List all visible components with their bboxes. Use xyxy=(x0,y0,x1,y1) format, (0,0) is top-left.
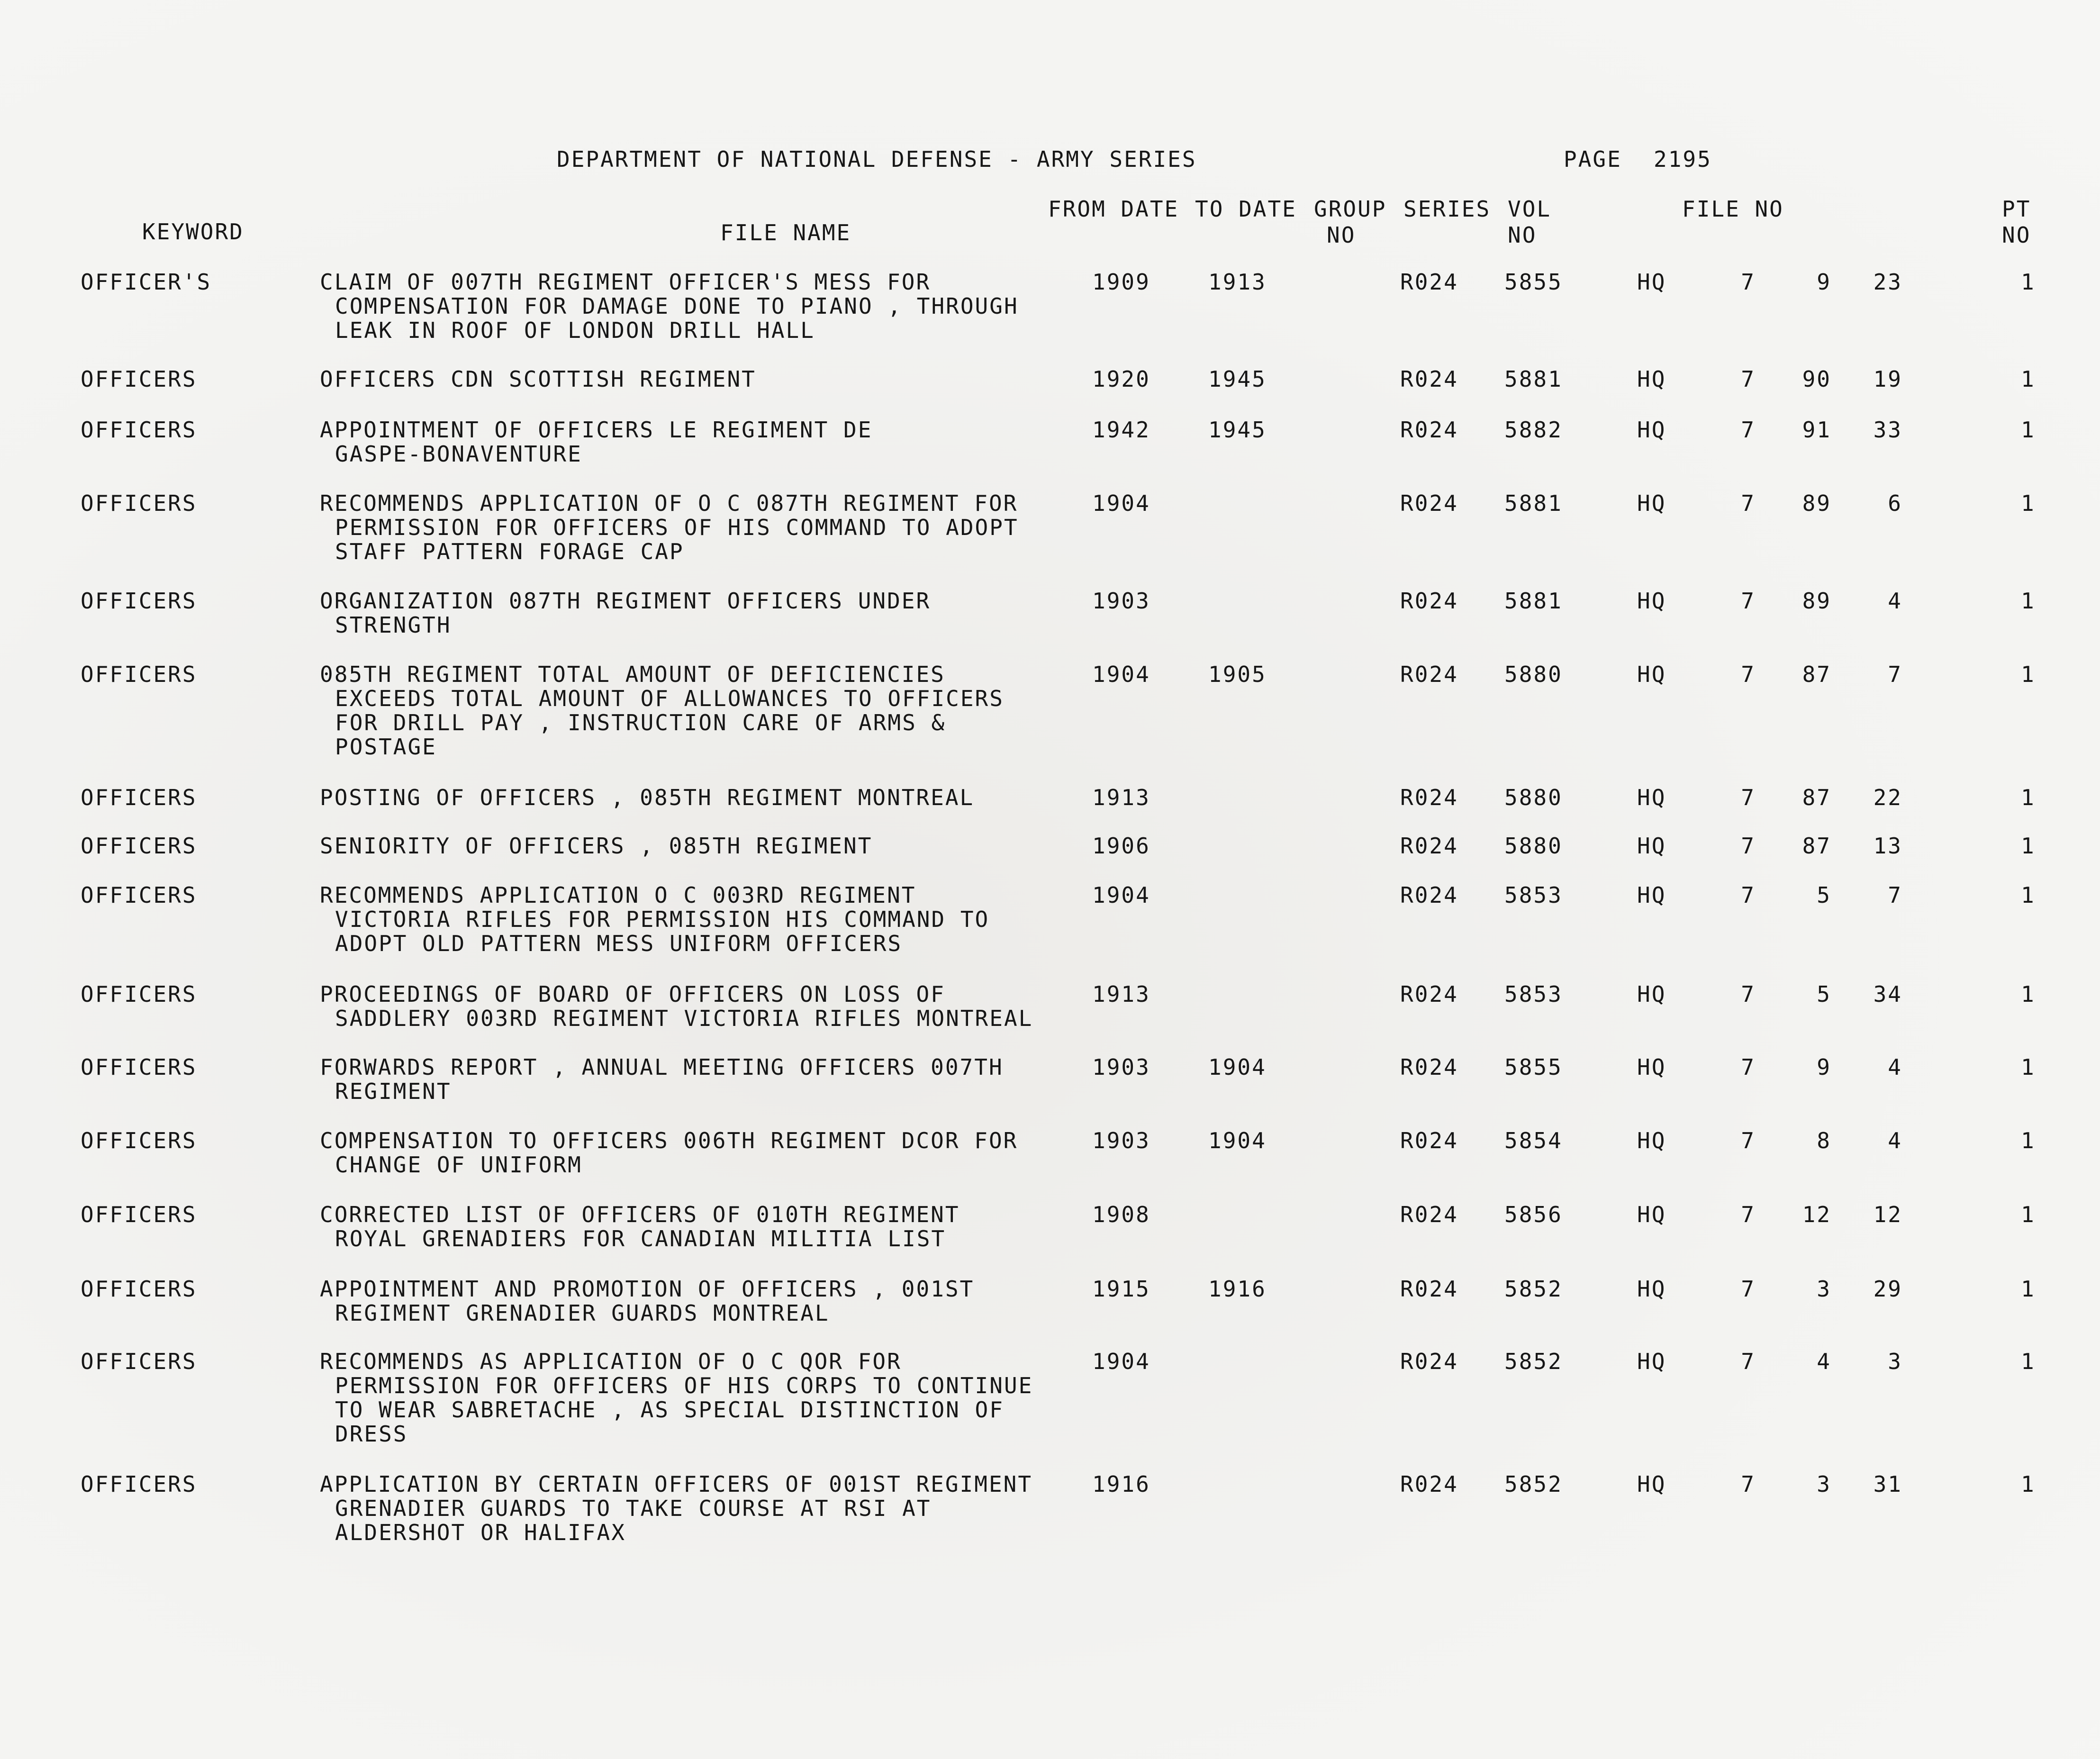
record-keyword: OFFICER'S xyxy=(81,269,212,295)
record-series: R024 xyxy=(1400,1054,1458,1080)
record-keyword: OFFICERS xyxy=(81,417,197,443)
record-file-no-3: 7 xyxy=(1888,662,1902,687)
record-file-no-1: 7 xyxy=(1741,882,1756,908)
record-file-prefix: HQ xyxy=(1637,882,1666,908)
record-volume: 5881 xyxy=(1504,588,1563,614)
record-file-no-1: 7 xyxy=(1741,366,1756,392)
record-series: R024 xyxy=(1400,662,1458,687)
record-file-no-1: 7 xyxy=(1741,269,1756,295)
record-file-no-1: 7 xyxy=(1741,417,1756,443)
record-file-no-2: 5 xyxy=(1817,882,1831,908)
record-part-no: 1 xyxy=(2021,1349,2036,1374)
record-file-no-3: 7 xyxy=(1888,882,1902,908)
document-title: DEPARTMENT OF NATIONAL DEFENSE - ARMY SERIES xyxy=(557,146,1197,172)
record-file-no-3: 34 xyxy=(1873,981,1902,1007)
record-file-name xyxy=(320,491,1019,564)
record-volume: 5852 xyxy=(1504,1471,1563,1497)
record-volume: 5881 xyxy=(1504,366,1563,392)
record-part-no: 1 xyxy=(2021,981,2036,1007)
record-file-no-3: 4 xyxy=(1888,1054,1902,1080)
record-file-prefix: HQ xyxy=(1637,269,1666,295)
file-name-line: POSTAGE xyxy=(335,734,437,760)
col-file-name: FILE NAME xyxy=(720,220,851,245)
file-name-line: APPOINTMENT AND PROMOTION OF OFFICERS , 001ST xyxy=(320,1276,975,1302)
record-file-no-1: 7 xyxy=(1741,1128,1756,1153)
file-name-line: APPOINTMENT OF OFFICERS LE REGIMENT DE xyxy=(320,417,873,443)
record-to-date: 1945 xyxy=(1208,366,1267,392)
record-series: R024 xyxy=(1400,981,1458,1007)
record-file-no-2: 87 xyxy=(1802,662,1831,687)
page-number: 2195 xyxy=(1654,146,1712,172)
record-to-date: 1904 xyxy=(1208,1128,1267,1153)
file-name-line: CLAIM OF 007TH REGIMENT OFFICER'S MESS FOR xyxy=(320,269,931,295)
record-file-no-2: 8 xyxy=(1817,1128,1831,1153)
col-pt-no: NO xyxy=(2002,222,2031,248)
record-file-no-2: 3 xyxy=(1817,1276,1831,1302)
file-name-line: PROCEEDINGS OF BOARD OF OFFICERS ON LOSS OF xyxy=(320,981,945,1007)
record-file-name xyxy=(320,1350,1033,1446)
record-from-date: 1904 xyxy=(1092,1349,1150,1374)
record-file-prefix: HQ xyxy=(1637,1054,1666,1080)
record-file-prefix: HQ xyxy=(1637,366,1666,392)
record-series: R024 xyxy=(1400,366,1458,392)
record-file-name xyxy=(320,883,989,956)
file-name-line: DRESS xyxy=(335,1421,408,1447)
record-from-date: 1904 xyxy=(1092,662,1150,687)
col-from-date: FROM DATE xyxy=(1048,196,1179,222)
record-file-no-2: 89 xyxy=(1802,588,1831,614)
record-from-date: 1903 xyxy=(1092,1054,1150,1080)
record-part-no: 1 xyxy=(2021,269,2036,295)
record-file-no-3: 4 xyxy=(1888,588,1902,614)
record-from-date: 1908 xyxy=(1092,1202,1150,1227)
record-file-no-1: 7 xyxy=(1741,588,1756,614)
record-part-no: 1 xyxy=(2021,366,2036,392)
record-series: R024 xyxy=(1400,1202,1458,1227)
record-part-no: 1 xyxy=(2021,785,2036,810)
record-from-date: 1903 xyxy=(1092,1128,1150,1153)
file-name-line: ORGANIZATION 087TH REGIMENT OFFICERS UNDER xyxy=(320,588,931,614)
record-to-date: 1905 xyxy=(1208,662,1267,687)
record-file-no-2: 4 xyxy=(1817,1349,1831,1374)
record-file-no-3: 6 xyxy=(1888,490,1902,516)
record-file-no-1: 7 xyxy=(1741,1471,1756,1497)
file-name-line: SADDLERY 003RD REGIMENT VICTORIA RIFLES MONTREAL xyxy=(335,1006,1033,1031)
record-from-date: 1913 xyxy=(1092,981,1150,1007)
record-keyword: OFFICERS xyxy=(81,1054,197,1080)
record-series: R024 xyxy=(1400,1349,1458,1374)
record-file-no-1: 7 xyxy=(1741,1349,1756,1374)
file-name-line: RECOMMENDS APPLICATION O C 003RD REGIMENT xyxy=(320,882,916,908)
record-part-no: 1 xyxy=(2021,1276,2036,1302)
record-volume: 5856 xyxy=(1504,1202,1563,1227)
record-from-date: 1904 xyxy=(1092,882,1150,908)
record-volume: 5854 xyxy=(1504,1128,1563,1153)
record-keyword: OFFICERS xyxy=(81,1128,197,1153)
record-file-no-1: 7 xyxy=(1741,1276,1756,1302)
col-series: SERIES xyxy=(1403,196,1491,222)
file-name-line: VICTORIA RIFLES FOR PERMISSION HIS COMMAND TO xyxy=(335,907,990,932)
record-file-no-2: 9 xyxy=(1817,1054,1831,1080)
record-file-no-2: 91 xyxy=(1802,417,1831,443)
file-name-line: PERMISSION FOR OFFICERS OF HIS CORPS TO CONTINUE xyxy=(335,1373,1033,1398)
record-file-no-2: 90 xyxy=(1802,366,1831,392)
record-file-prefix: HQ xyxy=(1637,490,1666,516)
record-file-no-1: 7 xyxy=(1741,1202,1756,1227)
record-volume: 5852 xyxy=(1504,1276,1563,1302)
record-series: R024 xyxy=(1400,1276,1458,1302)
record-series: R024 xyxy=(1400,833,1458,859)
record-from-date: 1942 xyxy=(1092,417,1150,443)
record-keyword: OFFICERS xyxy=(81,981,197,1007)
file-name-line: ROYAL GRENADIERS FOR CANADIAN MILITIA LIST xyxy=(335,1226,946,1251)
record-file-no-2: 12 xyxy=(1802,1202,1831,1227)
record-part-no: 1 xyxy=(2021,1202,2036,1227)
record-part-no: 1 xyxy=(2021,882,2036,908)
file-name-line: REGIMENT xyxy=(335,1079,452,1104)
record-file-no-3: 33 xyxy=(1873,417,1902,443)
file-name-line: APPLICATION BY CERTAIN OFFICERS OF 001ST REGIMENT xyxy=(320,1471,1033,1497)
record-file-no-3: 13 xyxy=(1873,833,1902,859)
record-file-no-1: 7 xyxy=(1741,981,1756,1007)
record-file-name xyxy=(320,834,872,858)
record-file-name xyxy=(320,589,931,637)
file-name-line: POSTING OF OFFICERS , 085TH REGIMENT MONTREAL xyxy=(320,785,975,810)
file-name-line: GRENADIER GUARDS TO TAKE COURSE AT RSI AT xyxy=(335,1496,932,1521)
record-part-no: 1 xyxy=(2021,833,2036,859)
record-file-name xyxy=(320,367,756,391)
col-vol: VOL xyxy=(1508,196,1552,222)
file-name-line: FOR DRILL PAY , INSTRUCTION CARE OF ARMS & xyxy=(335,710,946,735)
record-file-prefix: HQ xyxy=(1637,662,1666,687)
record-file-no-3: 23 xyxy=(1873,269,1902,295)
record-file-no-3: 29 xyxy=(1873,1276,1902,1302)
record-file-prefix: HQ xyxy=(1637,1276,1666,1302)
record-series: R024 xyxy=(1400,882,1458,908)
file-name-line: PERMISSION FOR OFFICERS OF HIS COMMAND TO ADOPT xyxy=(335,515,1019,540)
col-group-no: NO xyxy=(1327,222,1356,248)
record-series: R024 xyxy=(1400,269,1458,295)
record-file-prefix: HQ xyxy=(1637,785,1666,810)
record-file-prefix: HQ xyxy=(1637,1349,1666,1374)
file-name-line: RECOMMENDS APPLICATION OF O C 087TH REGIMENT FOR xyxy=(320,490,1018,516)
col-pt: PT xyxy=(2002,196,2031,222)
record-part-no: 1 xyxy=(2021,662,2036,687)
file-name-line: SENIORITY OF OFFICERS , 085TH REGIMENT xyxy=(320,833,873,859)
record-series: R024 xyxy=(1400,588,1458,614)
record-file-name xyxy=(320,662,1004,759)
record-from-date: 1916 xyxy=(1092,1471,1150,1497)
record-file-no-1: 7 xyxy=(1741,833,1756,859)
record-file-prefix: HQ xyxy=(1637,588,1666,614)
record-from-date: 1903 xyxy=(1092,588,1150,614)
record-series: R024 xyxy=(1400,490,1458,516)
record-file-name xyxy=(320,982,1033,1031)
record-part-no: 1 xyxy=(2021,1128,2036,1153)
record-file-prefix: HQ xyxy=(1637,1202,1666,1227)
col-group: GROUP xyxy=(1314,196,1387,222)
record-keyword: OFFICERS xyxy=(81,882,197,908)
record-keyword: OFFICERS xyxy=(81,588,197,614)
file-name-line: RECOMMENDS AS APPLICATION OF O C QOR FOR xyxy=(320,1349,902,1374)
col-to-date: TO DATE xyxy=(1195,196,1297,222)
record-file-name xyxy=(320,1472,1032,1545)
record-keyword: OFFICERS xyxy=(81,662,197,687)
record-file-no-2: 9 xyxy=(1817,269,1831,295)
record-keyword: OFFICERS xyxy=(81,833,197,859)
record-volume: 5852 xyxy=(1504,1349,1563,1374)
file-name-line: 085TH REGIMENT TOTAL AMOUNT OF DEFICIENCIES xyxy=(320,662,945,687)
record-from-date: 1906 xyxy=(1092,833,1150,859)
record-file-no-2: 89 xyxy=(1802,490,1831,516)
record-file-name xyxy=(320,1129,1018,1177)
record-keyword: OFFICERS xyxy=(81,1276,197,1302)
file-name-line: STRENGTH xyxy=(335,612,452,638)
file-name-line: FORWARDS REPORT , ANNUAL MEETING OFFICERS 007TH xyxy=(320,1054,1004,1080)
record-file-name xyxy=(320,1203,960,1251)
record-from-date: 1920 xyxy=(1092,366,1150,392)
record-to-date: 1945 xyxy=(1208,417,1267,443)
file-name-line: REGIMENT GRENADIER GUARDS MONTREAL xyxy=(335,1300,830,1326)
record-file-no-2: 3 xyxy=(1817,1471,1831,1497)
file-name-line: COMPENSATION FOR DAMAGE DONE TO PIANO , THROUGH xyxy=(335,293,1019,319)
record-from-date: 1915 xyxy=(1092,1276,1150,1302)
record-volume: 5855 xyxy=(1504,1054,1563,1080)
col-keyword: KEYWORD xyxy=(142,219,244,245)
record-file-no-1: 7 xyxy=(1741,662,1756,687)
record-file-prefix: HQ xyxy=(1637,417,1666,443)
record-file-no-1: 7 xyxy=(1741,785,1756,810)
record-part-no: 1 xyxy=(2021,1054,2036,1080)
record-keyword: OFFICERS xyxy=(81,366,197,392)
file-name-line: GASPE-BONAVENTURE xyxy=(335,441,582,467)
record-file-no-3: 12 xyxy=(1873,1202,1902,1227)
file-name-line: EXCEEDS TOTAL AMOUNT OF ALLOWANCES TO OFFICERS xyxy=(335,686,1004,711)
record-series: R024 xyxy=(1400,785,1458,810)
record-file-name xyxy=(320,1055,1004,1104)
record-file-prefix: HQ xyxy=(1637,1471,1666,1497)
record-file-no-3: 19 xyxy=(1873,366,1902,392)
record-file-no-3: 4 xyxy=(1888,1128,1902,1153)
record-file-name xyxy=(320,1277,974,1325)
record-file-no-3: 31 xyxy=(1873,1471,1902,1497)
file-name-line: TO WEAR SABRETACHE , AS SPECIAL DISTINCTION OF xyxy=(335,1397,1004,1423)
record-volume: 5855 xyxy=(1504,269,1563,295)
record-volume: 5880 xyxy=(1504,662,1563,687)
file-name-line: ALDERSHOT OR HALIFAX xyxy=(335,1520,626,1545)
record-to-date: 1916 xyxy=(1208,1276,1267,1302)
record-volume: 5853 xyxy=(1504,981,1563,1007)
record-part-no: 1 xyxy=(2021,490,2036,516)
record-part-no: 1 xyxy=(2021,1471,2036,1497)
record-volume: 5880 xyxy=(1504,785,1563,810)
record-series: R024 xyxy=(1400,417,1458,443)
col-vol-no: NO xyxy=(1508,222,1537,248)
file-name-line: OFFICERS CDN SCOTTISH REGIMENT xyxy=(320,366,756,392)
record-keyword: OFFICERS xyxy=(81,1471,197,1497)
record-volume: 5880 xyxy=(1504,833,1563,859)
file-name-line: LEAK IN ROOF OF LONDON DRILL HALL xyxy=(335,317,815,343)
record-file-no-2: 87 xyxy=(1802,785,1831,810)
record-file-name xyxy=(320,418,872,466)
record-file-no-1: 7 xyxy=(1741,1054,1756,1080)
record-file-no-3: 22 xyxy=(1873,785,1902,810)
record-volume: 5853 xyxy=(1504,882,1563,908)
record-volume: 5882 xyxy=(1504,417,1563,443)
record-from-date: 1909 xyxy=(1092,269,1150,295)
record-file-prefix: HQ xyxy=(1637,981,1666,1007)
record-keyword: OFFICERS xyxy=(81,1202,197,1227)
record-series: R024 xyxy=(1400,1471,1458,1497)
record-file-name xyxy=(320,786,974,810)
record-volume: 5881 xyxy=(1504,490,1563,516)
record-file-prefix: HQ xyxy=(1637,833,1666,859)
record-series: R024 xyxy=(1400,1128,1458,1153)
record-from-date: 1904 xyxy=(1092,490,1150,516)
record-file-no-1: 7 xyxy=(1741,490,1756,516)
record-file-prefix: HQ xyxy=(1637,1128,1666,1153)
file-name-line: STAFF PATTERN FORAGE CAP xyxy=(335,539,684,564)
record-to-date: 1913 xyxy=(1208,269,1267,295)
page-label: PAGE xyxy=(1564,146,1622,172)
col-file-no: FILE NO xyxy=(1682,196,1784,222)
record-keyword: OFFICERS xyxy=(81,1349,197,1374)
record-part-no: 1 xyxy=(2021,588,2036,614)
file-name-line: CORRECTED LIST OF OFFICERS OF 010TH REGIMENT xyxy=(320,1202,960,1227)
record-file-no-2: 87 xyxy=(1802,833,1831,859)
record-part-no: 1 xyxy=(2021,417,2036,443)
file-name-line: COMPENSATION TO OFFICERS 006TH REGIMENT DCOR FOR xyxy=(320,1128,1018,1153)
record-keyword: OFFICERS xyxy=(81,785,197,810)
file-name-line: CHANGE OF UNIFORM xyxy=(335,1152,582,1178)
file-name-line: ADOPT OLD PATTERN MESS UNIFORM OFFICERS xyxy=(335,931,903,956)
record-from-date: 1913 xyxy=(1092,785,1150,810)
record-keyword: OFFICERS xyxy=(81,490,197,516)
record-to-date: 1904 xyxy=(1208,1054,1267,1080)
record-file-no-3: 3 xyxy=(1888,1349,1902,1374)
record-file-name xyxy=(320,270,1019,343)
record-file-no-2: 5 xyxy=(1817,981,1831,1007)
